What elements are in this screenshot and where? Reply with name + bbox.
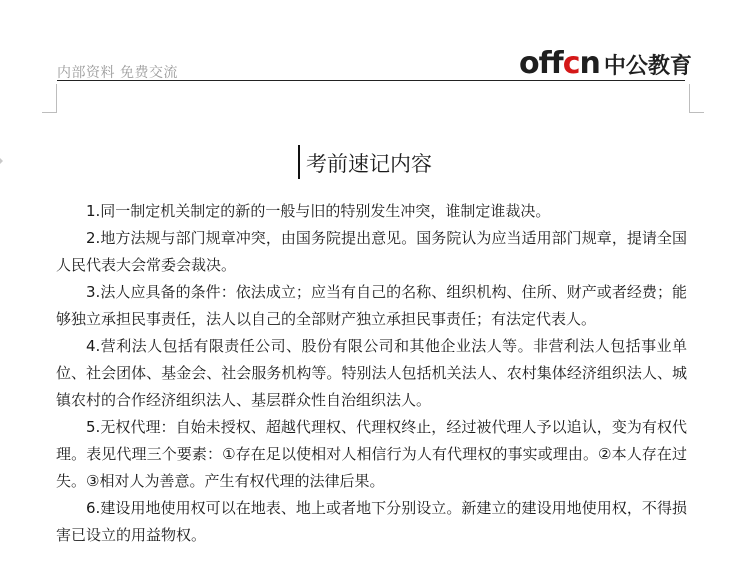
paragraph[interactable]: 5.无权代理：自始未授权、超越代理权、代理权终止，经过被代理人予以追认，变为有权代理。表见代理三个要素：①存在足以使相对人相信行为人有代理权的事实或理由。②本人存在过失。③相对人为善意。产生有权代理的法律后果。 [56,418,687,490]
logo-chinese: 中公教育 [603,54,692,79]
document-title[interactable]: 考前速记内容 [306,152,432,176]
header-divider [57,80,685,81]
document-body[interactable] [56,198,687,549]
crop-mark-left [42,84,57,113]
logo-wordmark: offcn [519,46,600,81]
paragraph[interactable]: 4.营利法人包括有限责任公司、股份有限公司和其他企业法人等。非营利法人包括事业单位、社会团体、基金会、社会服务机构等。特别法人包括机关法人、农村集体经济组织法人、城镇农村的合作经济组织法人、基层群众性自治组织法人。 [56,337,687,409]
paragraph[interactable]: 3.法人应具备的条件：依法成立；应当有自己的名称、组织机构、住所、财产或者经费；能够独立承担民事责任，法人以自己的全部财产独立承担民事责任；有法定代表人。 [56,283,687,328]
paragraph[interactable]: 1.同一制定机关制定的新的一般与旧的特别发生冲突，谁制定谁裁决。 [86,202,551,220]
header-note: 内部资料 免费交流 [57,65,178,81]
offcn-logo [519,46,692,83]
paragraph[interactable]: 2.地方法规与部门规章冲突，由国务院提出意见。国务院认为应当适用部门规章，提请全国人民代表大会常委会裁决。 [56,229,687,274]
crop-mark-right [689,84,704,113]
paragraph[interactable]: 6.建设用地使用权可以在地表、地上或者地下分别设立。新建立的建设用地使用权，不得损害已设立的用益物权。 [56,499,687,544]
